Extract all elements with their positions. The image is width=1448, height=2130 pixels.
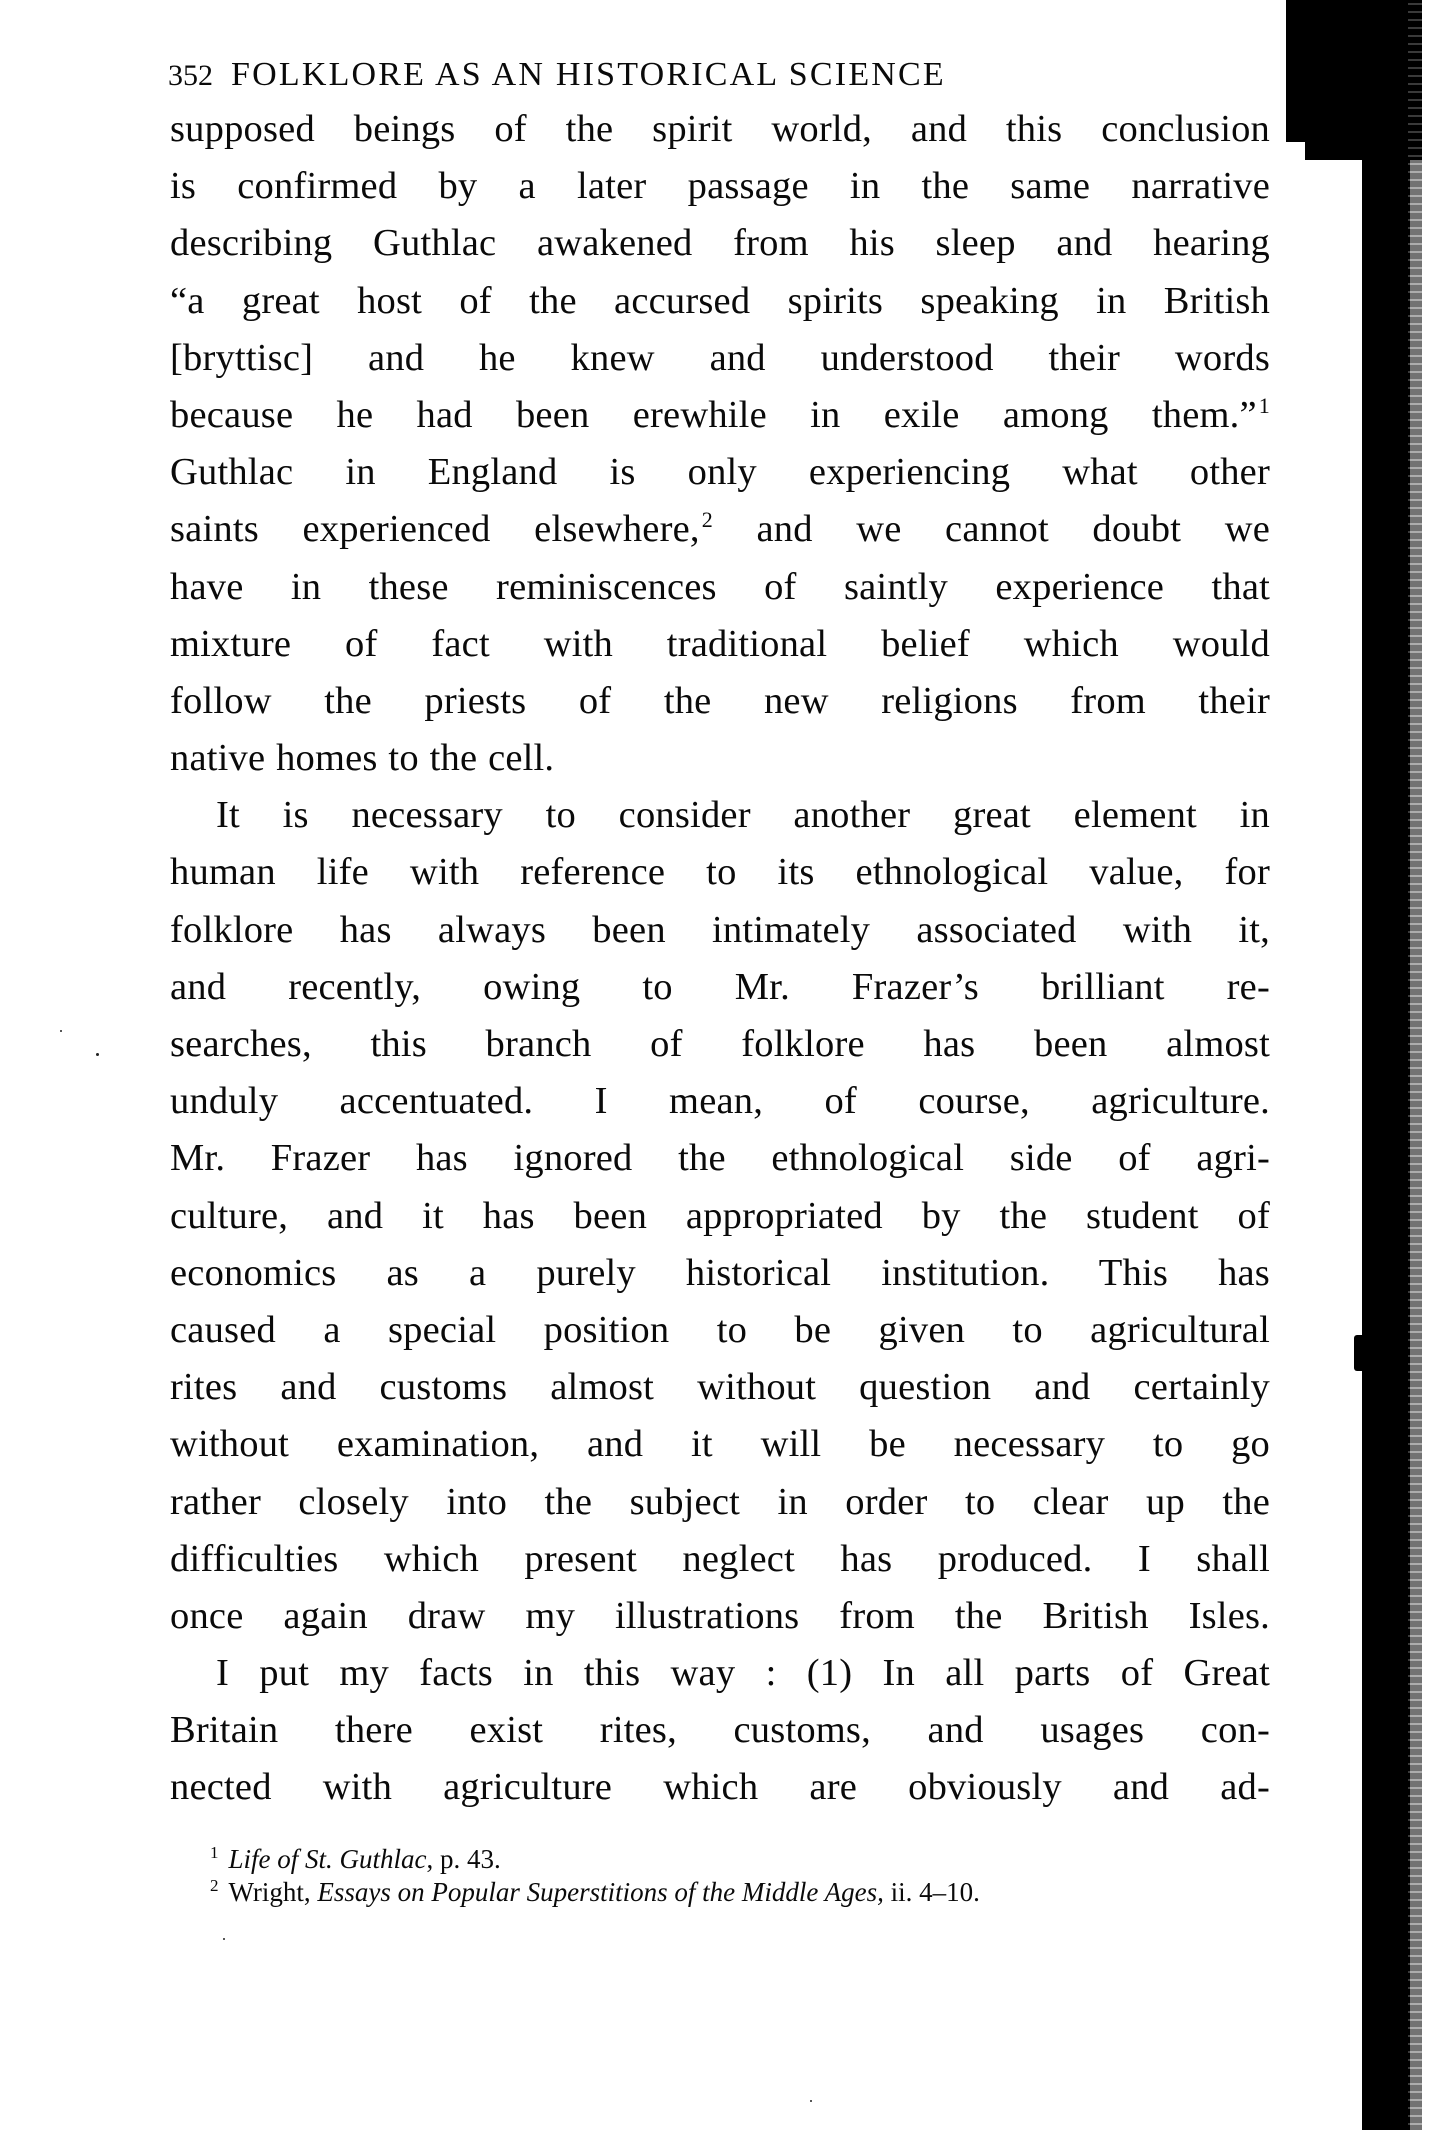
text-line: rites and customs almost without question and certainly — [170, 1366, 1270, 1409]
scan-binding-shadow — [1362, 150, 1410, 2130]
scan-speck — [810, 2100, 812, 2102]
scan-speck — [223, 1938, 225, 1940]
text-line: supposed beings of the spirit world, and this conclusion — [170, 108, 1270, 150]
text-line: Guthlac in England is only experiencing what other — [170, 451, 1270, 494]
running-header — [168, 55, 1198, 95]
text-line: rather closely into the subject in order to clear up the — [170, 1480, 1270, 1523]
scan-speck — [96, 1053, 99, 1056]
text-line: follow the priests of the new religions from their — [170, 679, 1270, 722]
body-text — [170, 101, 1270, 1817]
scan-speck — [60, 1030, 62, 1032]
footnote-ref-1[interactable]: 1 — [1258, 392, 1270, 418]
text-line: and recently, owing to Mr. Frazer’s brilliant re- — [170, 965, 1270, 1008]
text-line: [bryttisc] and he knew and understood their words — [170, 336, 1270, 379]
text-line: mixture of fact with traditional belief which would — [170, 622, 1270, 665]
text-line: caused a special position to be given to agricultural — [170, 1308, 1270, 1351]
paragraph-1 — [170, 101, 1270, 787]
text-line: is confirmed by a later passage in the same narrative — [170, 165, 1270, 208]
page-number: 352 — [168, 59, 213, 92]
footnote-ref-2[interactable]: 2 — [701, 507, 713, 533]
footnote-citation: , p. 43. — [426, 1844, 501, 1874]
scan-binding-shadow — [1286, 0, 1422, 142]
text-line: I put my facts in this way : (1) In all parts of Great — [216, 1652, 1270, 1695]
text-line: describing Guthlac awakened from his sleep and hearing — [170, 222, 1270, 265]
footnotes — [210, 1843, 1270, 1909]
text-line-content: saints experienced elsewhere, — [170, 508, 700, 551]
text-line: once again draw my illustrations from the British Isles. — [170, 1594, 1270, 1637]
text-line-content: and we cannot doubt we — [712, 508, 1270, 551]
text-line: It is necessary to consider another great element in — [216, 794, 1270, 837]
footnote-author: Wright, — [228, 1877, 318, 1907]
text-line-content: because he had been erewhile in exile among them.” — [170, 393, 1257, 436]
text-line: native homes to the cell. — [170, 737, 555, 780]
running-title: FOLKLORE AS AN HISTORICAL SCIENCE — [231, 56, 946, 93]
text-line: culture, and it has been appropriated by the student of — [170, 1194, 1270, 1237]
text-line: unduly accentuated. I mean, of course, agriculture. — [170, 1080, 1270, 1123]
paragraph-2 — [170, 787, 1270, 1645]
paragraph-3 — [170, 1645, 1270, 1817]
text-line: “a great host of the accursed spirits speaking in British — [170, 279, 1270, 322]
footnote-marker: 1 — [210, 1843, 219, 1862]
text-line: human life with reference to its ethnological value, for — [170, 851, 1270, 894]
footnote-2 — [210, 1876, 1270, 1909]
text-line: Britain there exist rites, customs, and usages con- — [170, 1709, 1270, 1752]
footnote-marker: 2 — [210, 1876, 219, 1895]
text-line: Mr. Frazer has ignored the ethnological side of agri- — [170, 1137, 1270, 1180]
text-line — [170, 387, 1270, 444]
text-line: nected with agriculture which are obviously and ad- — [170, 1766, 1270, 1809]
text-line: have in these reminiscences of saintly experience that — [170, 565, 1270, 608]
text-line: difficulties which present neglect has produced. I shall — [170, 1537, 1270, 1580]
footnote-title: Life of St. Guthlac — [228, 1844, 427, 1874]
scan-binding-shadow — [1354, 1335, 1364, 1371]
text-line — [170, 501, 1270, 558]
text-line: folklore has always been intimately associated with it, — [170, 908, 1270, 951]
scan-binding-shadow-edge — [1408, 0, 1422, 2130]
footnote-citation: ii. 4–10. — [883, 1877, 980, 1907]
text-line: searches, this branch of folklore has been almost — [170, 1023, 1270, 1065]
text-line: economics as a purely historical institution. This has — [170, 1251, 1270, 1294]
footnote-1 — [210, 1843, 1270, 1876]
footnote-title: Essays on Popular Superstitions of the Middle Ages, — [317, 1877, 884, 1907]
text-line: without examination, and it will be necessary to go — [170, 1423, 1270, 1466]
